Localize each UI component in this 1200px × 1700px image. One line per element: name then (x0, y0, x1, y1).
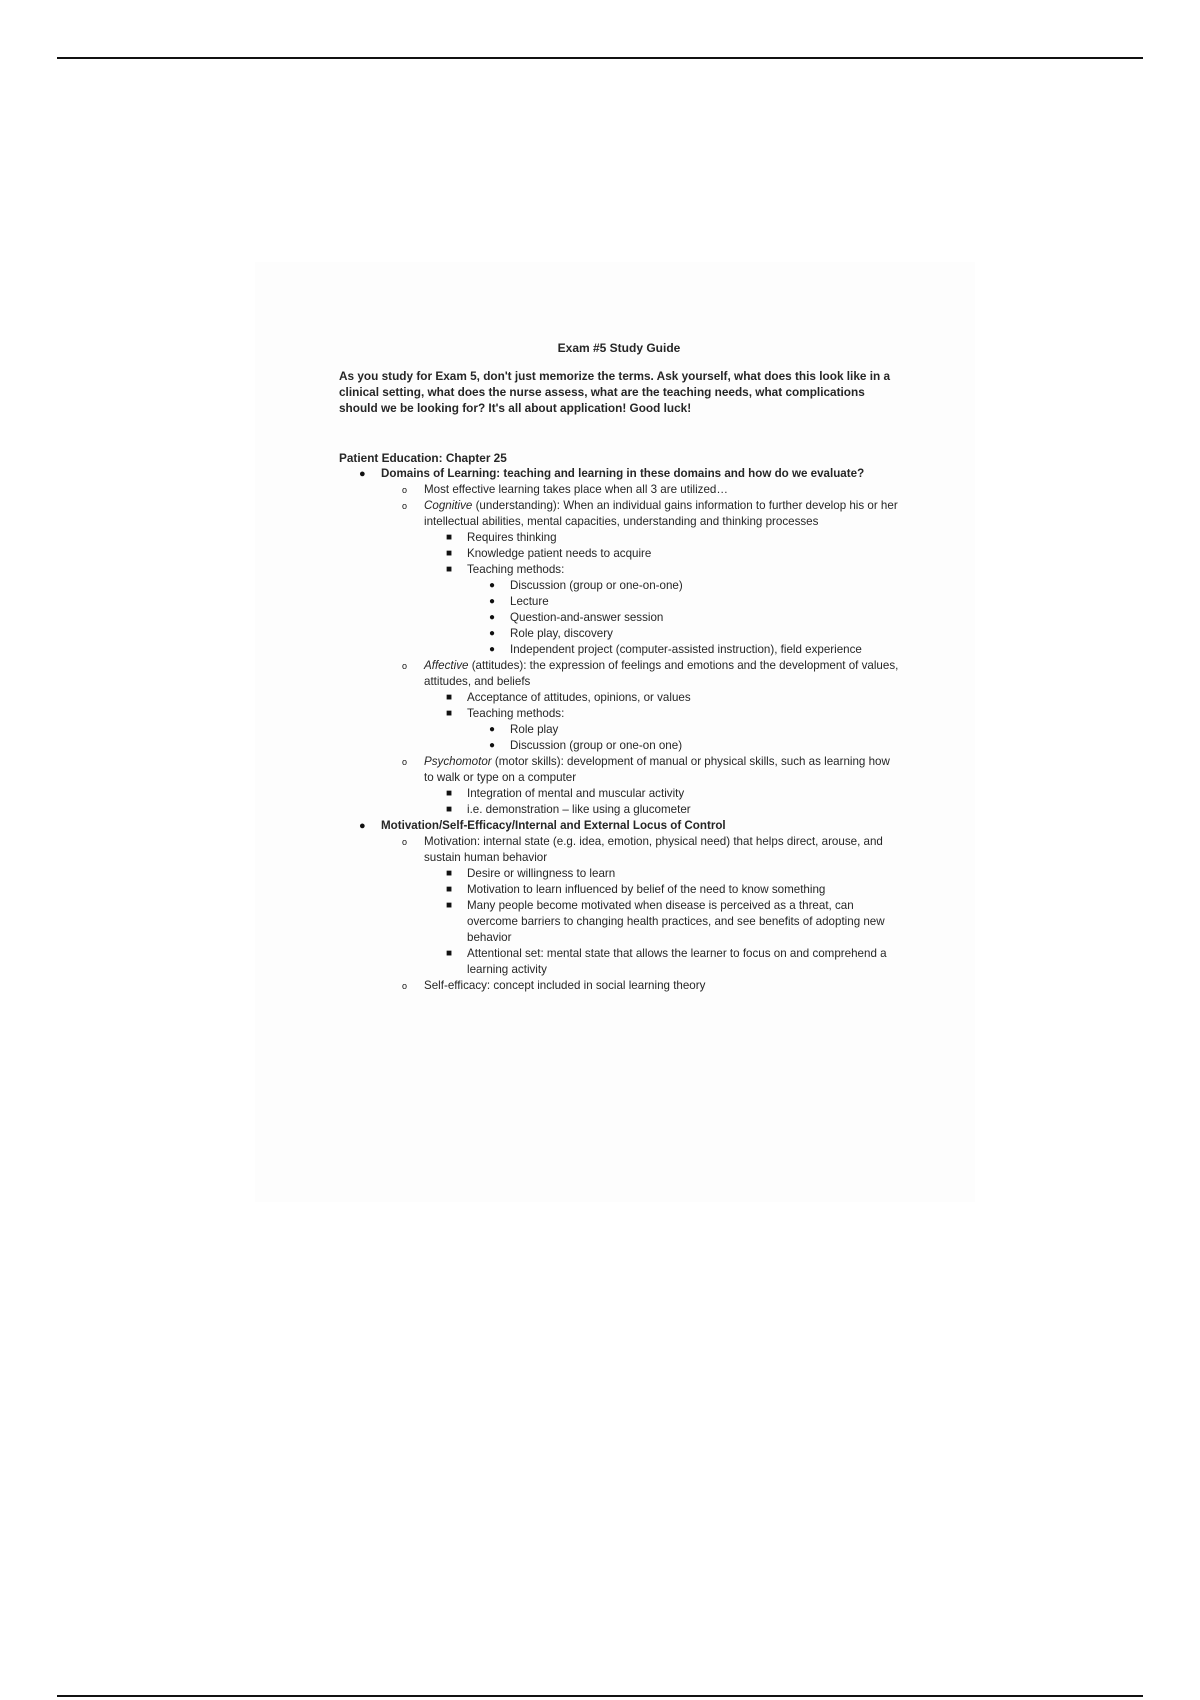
top-level-list (339, 466, 899, 994)
intro-paragraph: As you study for Exam 5, don't just memorize the terms. Ask yourself, what does this look like in a clinical setting, what does the nurse assess, what are the teaching needs, what complications should we be looking for? It's all about application! Good luck! (339, 369, 891, 415)
cognitive-term: Cognitive (424, 499, 473, 512)
affective-term: Affective (424, 659, 469, 672)
list-item (467, 594, 899, 610)
list-item-cognitive (381, 498, 899, 658)
list-item-domains (339, 466, 899, 818)
list-item (424, 530, 899, 546)
list-item-text: Requires thinking (467, 531, 557, 544)
dot-bullet-icon: ● (489, 724, 496, 735)
dot-bullet-icon: ● (489, 644, 496, 655)
psychomotor-text: (motor skills): development of manual or physical skills, such as learning how to walk or type on a computer (424, 755, 890, 784)
square-bullet-icon: ■ (446, 948, 453, 959)
bullet-icon: ● (359, 820, 366, 832)
list-item-text: Attentional set: mental state that allows the learner to focus on and comprehend a learning activity (467, 947, 887, 976)
dot-bullet-icon: ● (489, 628, 496, 639)
square-bullet-icon: ■ (446, 708, 453, 719)
list-item-psychomotor (381, 754, 899, 818)
list-item (467, 722, 899, 738)
circle-bullet-icon: o (402, 501, 408, 511)
bottom-rule (57, 1695, 1143, 1697)
list-item (424, 690, 899, 706)
square-bullet-icon: ■ (446, 868, 453, 879)
list-item-text: Motivation to learn influenced by belief of the need to know something (467, 883, 826, 896)
circle-bullet-icon: o (402, 485, 408, 495)
list-item-affective (381, 658, 899, 754)
list-item-text: Knowledge patient needs to acquire (467, 547, 652, 560)
list-item (467, 738, 899, 754)
list-item (381, 834, 899, 978)
square-bullet-icon: ■ (446, 884, 453, 895)
list-item (424, 946, 899, 978)
square-bullet-icon: ■ (446, 900, 453, 911)
dot-bullet-icon: ● (489, 580, 496, 591)
motivation-heading: Motivation/Self-Efficacy/Internal and External Locus of Control (381, 819, 726, 832)
list-item (424, 546, 899, 562)
list-item (424, 866, 899, 882)
document-content (339, 340, 899, 994)
list-item-text: Role play (510, 723, 559, 736)
list-item (467, 610, 899, 626)
self-efficacy-text: Self-efficacy: concept included in social learning theory (424, 979, 706, 992)
list-item-text: Independent project (computer-assisted instruction), field experience (510, 643, 862, 656)
domains-heading: Domains of Learning: teaching and learning in these domains and how do we evaluate? (381, 467, 865, 480)
list-item-text: Teaching methods: (467, 707, 565, 720)
list-item-text: Lecture (510, 595, 549, 608)
dot-bullet-icon: ● (489, 740, 496, 751)
square-bullet-icon: ■ (446, 564, 453, 575)
list-item-text: Question-and-answer session (510, 611, 664, 624)
list-item (424, 882, 899, 898)
top-rule (57, 57, 1143, 59)
dot-bullet-icon: ● (489, 596, 496, 607)
affective-text: (attitudes): the expression of feelings and emotions and the development of values, attitudes, and beliefs (424, 659, 899, 688)
motivation-definition: Motivation: internal state (e.g. idea, emotion, physical need) that helps direct, arouse, and sustain human behavior (424, 835, 883, 864)
section-heading: Patient Education: Chapter 25 (339, 451, 507, 465)
list-item (467, 642, 899, 658)
list-item (467, 626, 899, 642)
list-item (424, 898, 899, 946)
cognitive-text: (understanding): When an individual gains information to further develop his or her intellectual abilities, mental capacities, understanding and thinking processes (424, 499, 898, 528)
list-item (424, 802, 899, 818)
dot-bullet-icon: ● (489, 612, 496, 623)
square-bullet-icon: ■ (446, 532, 453, 543)
square-bullet-icon: ■ (446, 692, 453, 703)
list-item-text: Teaching methods: (467, 563, 565, 576)
list-item-motivation (339, 818, 899, 994)
list-item-text: Role play, discovery (510, 627, 613, 640)
list-item-text: Desire or willingness to learn (467, 867, 616, 880)
list-item-text: i.e. demonstration – like using a glucometer (467, 803, 691, 816)
list-item-text: Discussion (group or one-on one) (510, 739, 683, 752)
list-item-text: Integration of mental and muscular activity (467, 787, 685, 800)
effective-learning-text: Most effective learning takes place when all 3 are utilized… (424, 483, 728, 496)
list-item-text: Discussion (group or one-on-one) (510, 579, 683, 592)
psychomotor-term: Psychomotor (424, 755, 492, 768)
list-item (424, 786, 899, 802)
square-bullet-icon: ■ (446, 548, 453, 559)
document-title: Exam #5 Study Guide (557, 341, 681, 355)
list-item (424, 706, 899, 754)
circle-bullet-icon: o (402, 661, 408, 671)
bullet-icon: ● (359, 468, 366, 480)
list-item (381, 482, 899, 498)
square-bullet-icon: ■ (446, 788, 453, 799)
square-bullet-icon: ■ (446, 804, 453, 815)
list-item-text: Many people become motivated when disease is perceived as a threat, can overcome barriers to changing health practices, and see benefits of adopting new behavior (467, 899, 885, 944)
circle-bullet-icon: o (402, 757, 408, 767)
list-item (424, 562, 899, 658)
circle-bullet-icon: o (402, 837, 408, 847)
list-item-text: Acceptance of attitudes, opinions, or values (467, 691, 691, 704)
list-item (467, 578, 899, 594)
list-item (381, 978, 899, 994)
circle-bullet-icon: o (402, 981, 408, 991)
